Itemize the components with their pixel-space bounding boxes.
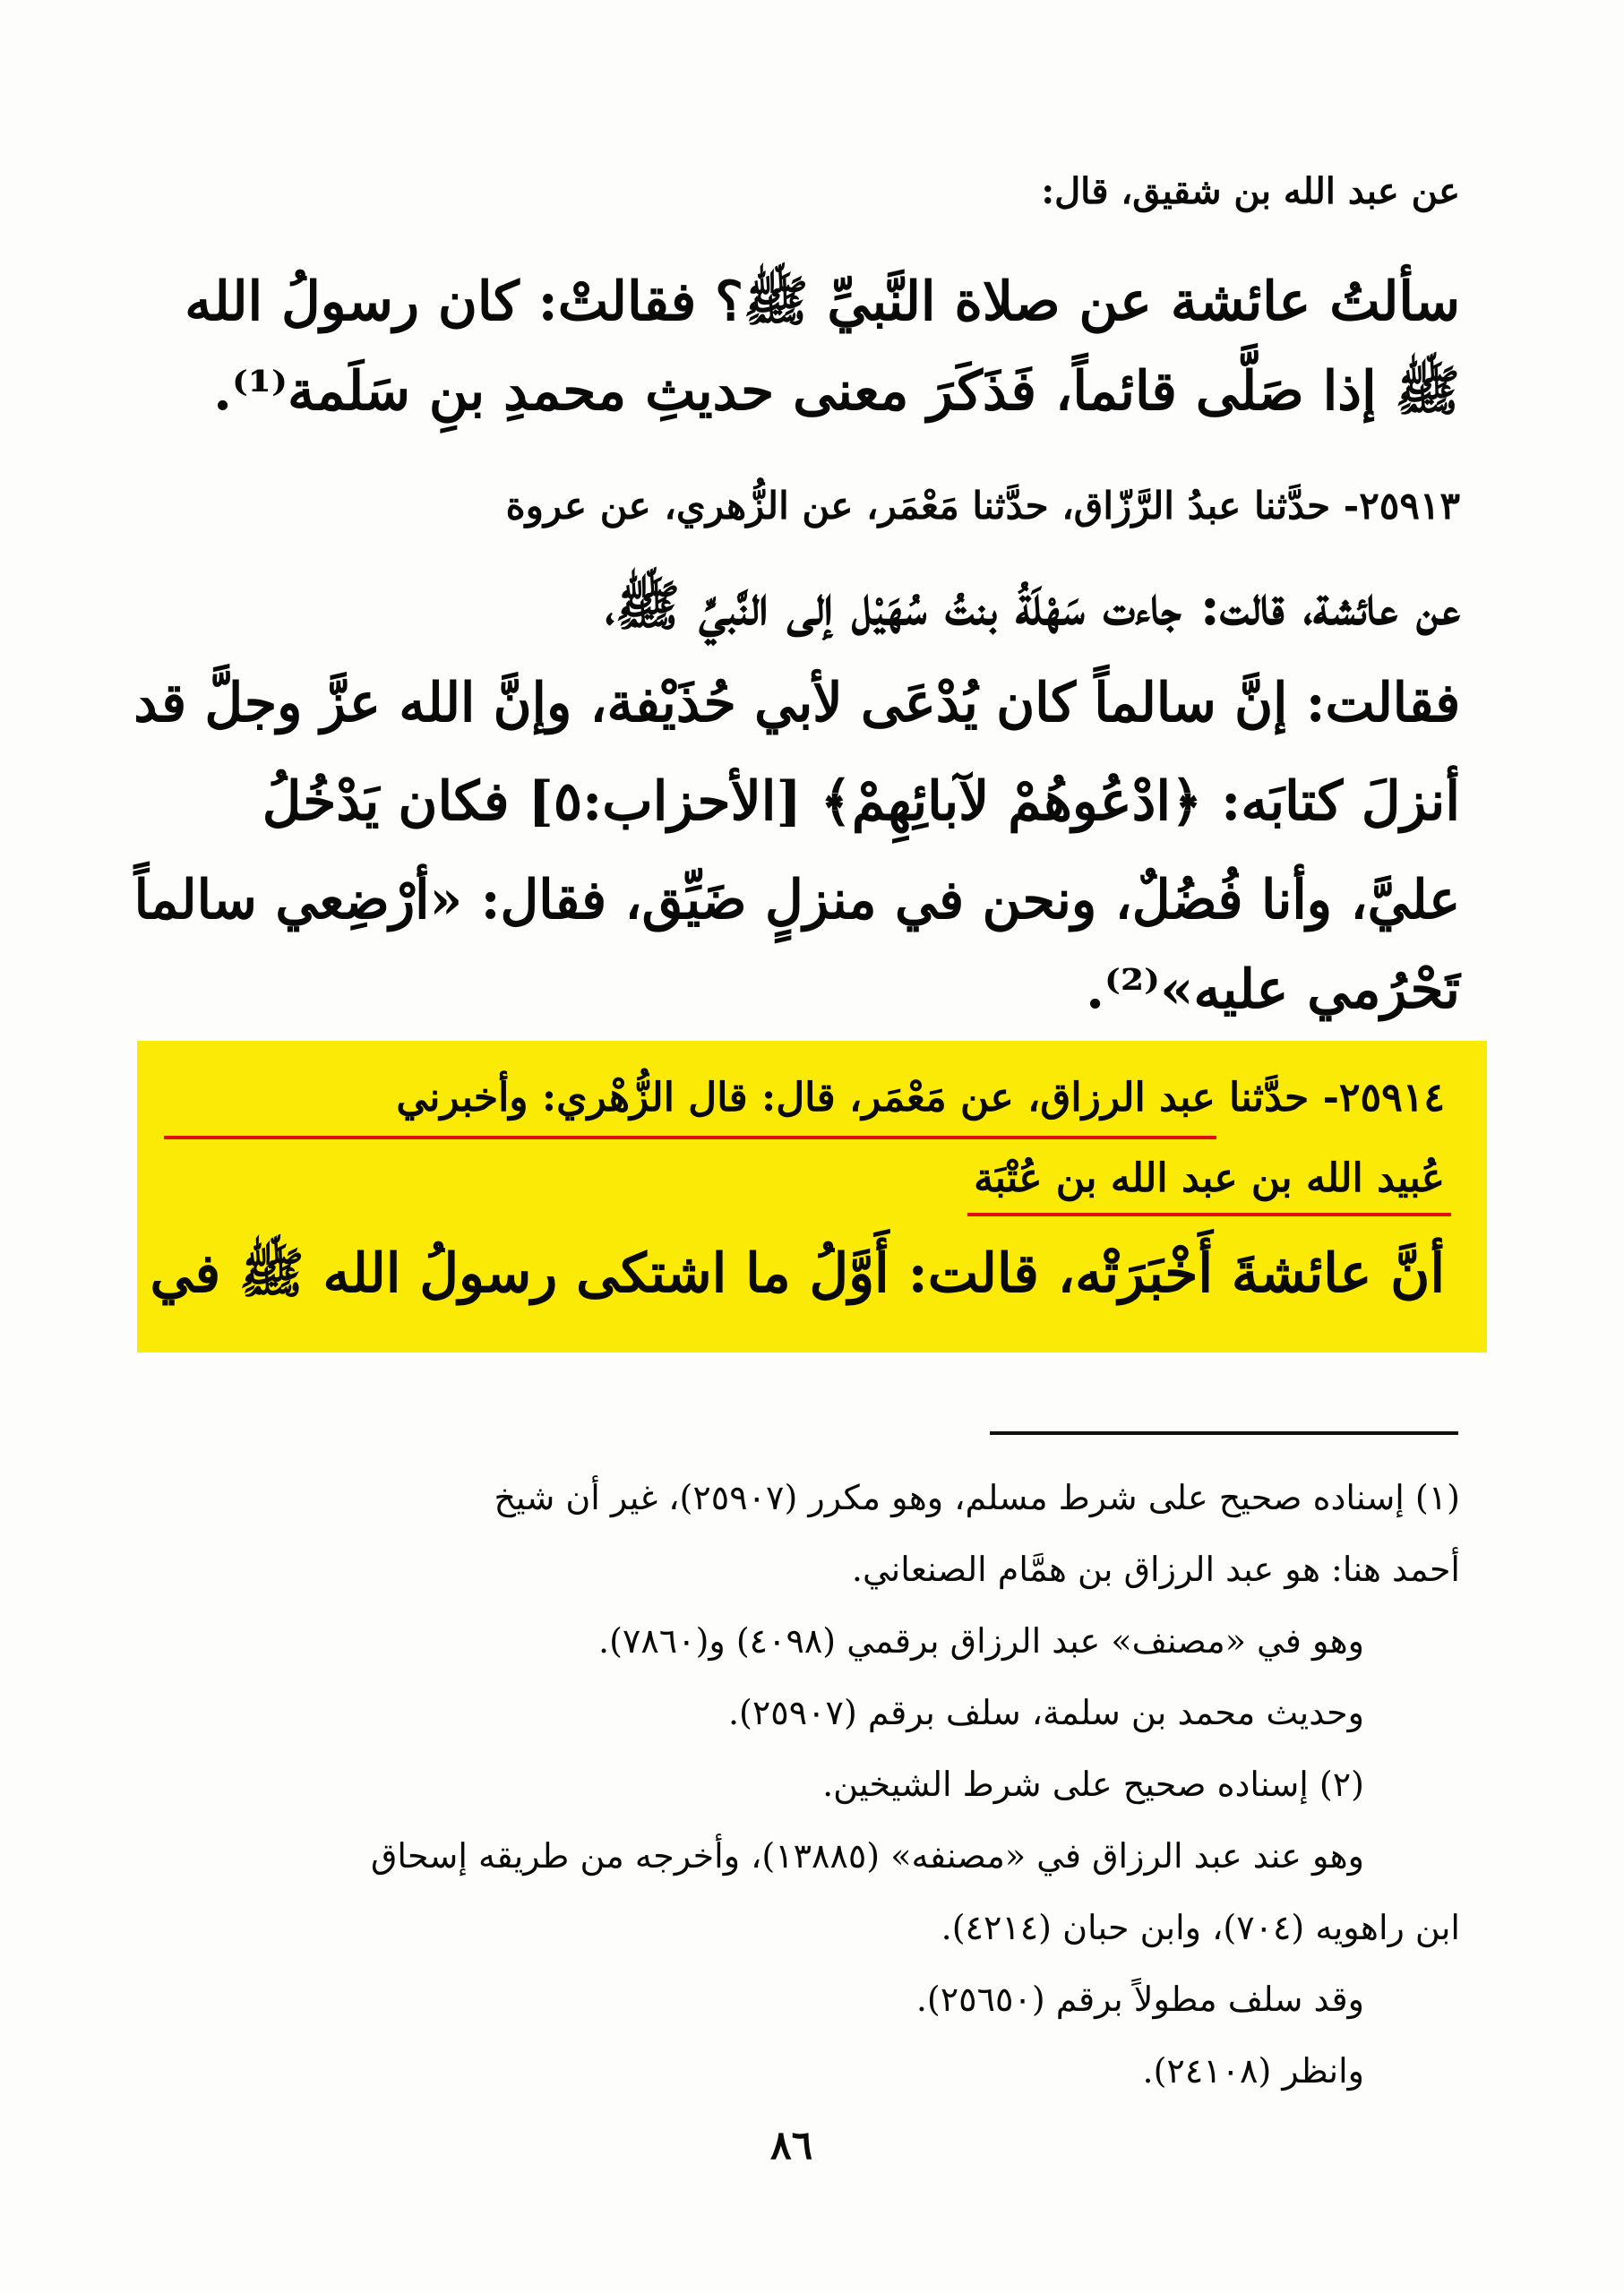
page-number: ٨٦ [770,2123,813,2168]
body-line-6: فقالت: إنَّ سالماً كان يُدْعَى لأبي حُذَيْفة، وإنَّ الله عزَّ وجلَّ قد [133,672,1460,734]
body-line-3: ﷺ إذا صَلَّى قائماً، فَذَكَرَ معنى حديثِ محمدِ بنِ سَلَمة⁽¹⁾. [213,360,1460,423]
body-line-7: أنزلَ كتابَه: ﴿ادْعُوهُمْ لآبائِهِمْ﴾ [الأحزاب:٥] فكان يَدْخُلُ [262,770,1460,833]
body-line-9: تَحْرُمي عليه»⁽²⁾. [1086,958,1460,1021]
red-underline-2 [967,1213,1451,1216]
footnote-1-line-3: وهو في «مصنف» عبد الرزاق برقمي (٤٠٩٨) و(٧٨٦٠). [598,1621,1364,1661]
footnote-2-line-1: (٢) إسناده صحيح على شرط الشيخين. [822,1765,1364,1804]
body-line-8: عليَّ، وأنا فُضُلٌ، ونحن في منزلٍ ضَيِّق، فقال: «أرْضِعي سالماً [133,869,1460,932]
footnote-1-line-4: وحديث محمد بن سلمة، سلف برقم (٢٥٩٠٧). [727,1693,1364,1732]
footnote-separator [990,1431,1458,1435]
footnote-2-line-4: وقد سلف مطولاً برقم (٢٥٦٥٠). [915,1980,1364,2019]
footnote-1-line-2: أحمد هنا: هو عبد الرزاق بن همَّام الصنعاني. [851,1550,1460,1589]
hadith-25913-header: ٢٥٩١٣- حدَّثنا عبدُ الرَّزّاق، حدَّثنا مَعْمَر، عن الزُّهري، عن عروة [505,484,1460,528]
hadith-25914-chain: عُبيد الله بن عبد الله بن عُتْبَة [974,1155,1445,1201]
body-line-1: عن عبد الله بن شقيق، قال: [1041,170,1460,212]
body-line-2: سألتُ عائشة عن صلاة النَّبيِّ ﷺ؟ فقالتْ: كان رسولُ الله [185,271,1460,333]
red-underline-1 [164,1136,1216,1139]
footnote-2-line-2: وهو عند عبد الرزاق في «مصنفه» (١٣٨٨٥)، وأخرجه من طريقه إسحاق [370,1836,1364,1876]
hadith-25914-text: أنَّ عائشةَ أَخْبَرَتْه، قالت: أَوَّلُ ما اشتكى رسولُ الله ﷺ في [150,1242,1445,1305]
body-line-5: عن عائشة، قالت: جاءت سَهْلَةُ بنتُ سُهَيْل إلى النَّبيِّ ﷺ، [605,575,1460,638]
hadith-25914-header: ٢٥٩١٤- حدَّثنا عبد الرزاق، عن مَعْمَر، قال: قال الزُّهْري: وأخبرني [396,1075,1445,1121]
footnote-1-line-1: (١) إسناده صحيح على شرط مسلم، وهو مكرر (٢٥٩٠٧)، غير أن شيخ [494,1478,1460,1517]
footnote-2-line-5: وانظر (٢٤١٠٨). [1142,2051,1364,2091]
footnote-2-line-3: ابن راهويه (٧٠٤)، وابن حبان (٤٢١٤). [941,1908,1460,1947]
